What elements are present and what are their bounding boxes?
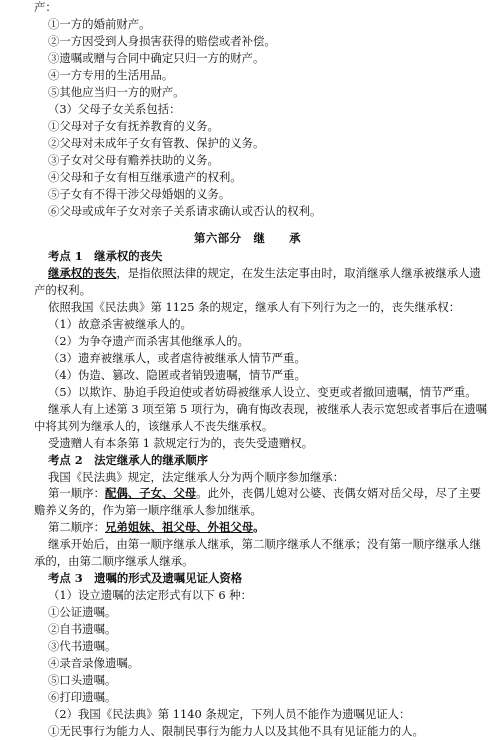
separator: 、 (150, 520, 162, 535)
list-item: （4）伪造、篡改、隐匿或者销毁遗嘱，情节严重。 (48, 367, 306, 382)
list-item: ②自书遗嘱。 (48, 622, 117, 637)
key-point-2-title: 考点 2 法定继承人的继承顺序 (48, 452, 208, 467)
list-item: ③遗嘱或赠与合同中确定只归一方的财产。 (48, 50, 265, 65)
list-item: （2）为争夺遗产而杀害其他继承人的。 (48, 333, 249, 348)
first-order-line (48, 484, 481, 502)
paragraph: 继承开始后，由第一顺序继承人继承，第二顺序继承人不继承；没有第一顺序继承人继 (48, 537, 481, 552)
list-item: ⑤口头遗嘱。 (48, 673, 117, 688)
paragraph: 受遗赠人有本条第 1 款规定行为的，丧失受遗赠权。 (48, 435, 314, 450)
subheading: （3）父母子女关系包括： (48, 101, 181, 116)
heir-parents: 父母 (173, 486, 197, 501)
heir-children: 子女 (139, 486, 162, 501)
list-item: ④一方专用的生活用品。 (48, 67, 174, 82)
list-item: ⑤子女有不得干涉父母婚姻的义务。 (48, 186, 231, 201)
list-item: ⑥打印遗嘱。 (48, 690, 117, 705)
list-item: ①无民事行为能力人、限制民事行为能力人以及其他不具有见证能力的人。 (48, 724, 424, 738)
list-item: ①公证遗嘱。 (48, 605, 117, 620)
key-point-1-title: 考点 1 继承权的丧失 (48, 248, 163, 263)
heir-siblings: 兄弟姐妹 (104, 520, 151, 535)
second-order-line (48, 518, 265, 536)
order-label: 第二顺序： (48, 520, 105, 535)
separator: 、 (196, 520, 208, 535)
order-label: 第一顺序： (48, 486, 105, 501)
list-item: ③子女对父母有赡养扶助的义务。 (48, 152, 219, 167)
separator: 、 (127, 486, 140, 501)
list-item: ②父母对未成年子女有管教、保护的义务。 (48, 135, 265, 150)
paragraph-continuation: 中将其列为继承人的，该继承人不丧失继承权。 (34, 418, 274, 433)
list-item: ⑥父母或成年子女对亲子关系请求确认或否认的权利。 (48, 203, 322, 218)
list-item: ①一方的婚前财产。 (48, 17, 151, 31)
text-line: 产： (34, 0, 57, 14)
list-item: （3）遗弃被继承人，或者虐待被继承人情节严重。 (48, 350, 306, 365)
list-item: ④父母和子女有相互继承遗产的权利。 (48, 169, 242, 184)
list-item: ⑤其他应当归一方的财产。 (48, 84, 185, 99)
list-item: ②一方因受到人身损害获得的赔偿或者补偿。 (48, 33, 276, 48)
definition-line (48, 264, 481, 282)
paragraph-continuation: 承的，由第二顺序继承人继承。 (34, 554, 194, 569)
list-item: ④录音录像遗嘱。 (48, 656, 140, 671)
list-item: （1）故意杀害被继承人的。 (48, 316, 192, 331)
key-point-3-title: 考点 3 遗嘱的形式及遗嘱见证人资格 (48, 571, 243, 586)
list-item: （5）以欺诈、胁迫手段迫使或者妨碍被继承人设立、变更或者撤回遗嘱，情节严重。 (48, 384, 477, 399)
heir-maternal-grandparents: 外祖父母 (207, 520, 254, 535)
section-title: 第六部分 继 承 (193, 231, 302, 245)
definition-text: ，是指依照法律的规定，在发生法定事由时，取消继承人继承被继承人遗 (116, 265, 481, 280)
paragraph: 依照我国《民法典》第 1125 条的规定，继承人有下列行为之一的，丧失继承权： (48, 299, 461, 314)
period: 。 (253, 520, 265, 535)
paragraph: 继承人有上述第 3 项至第 5 项行为，确有悔改表现，被继承人表示宽恕或者事后在遗嘱 (48, 401, 488, 416)
definition-continuation: 产的权利。 (34, 282, 91, 297)
list-item: ①父母对子女有抚养教育的义务。 (48, 118, 219, 133)
heir-grandparents: 祖父母 (161, 520, 197, 535)
defined-term: 继承权的丧失 (48, 265, 117, 280)
list-item: ③代书遗嘱。 (48, 639, 117, 654)
separator: 、 (161, 486, 174, 501)
order-text: 。此外，丧偶儿媳对公婆、丧偶女婿对岳父母，尽了主要 (196, 486, 481, 501)
paragraph: 我国《民法典》规定，法定继承人分为两个顺序参加继承： (48, 469, 345, 484)
heir-spouse: 配偶 (104, 486, 128, 501)
subheading: （2）我国《民法典》第 1140 条规定，下列人员不能作为遗嘱见证人： (48, 707, 411, 721)
paragraph-continuation: 赡养义务的，作为第一顺序继承人参加继承。 (34, 503, 262, 518)
subheading: （1）设立遗嘱的法定形式有以下 6 种： (48, 588, 252, 603)
